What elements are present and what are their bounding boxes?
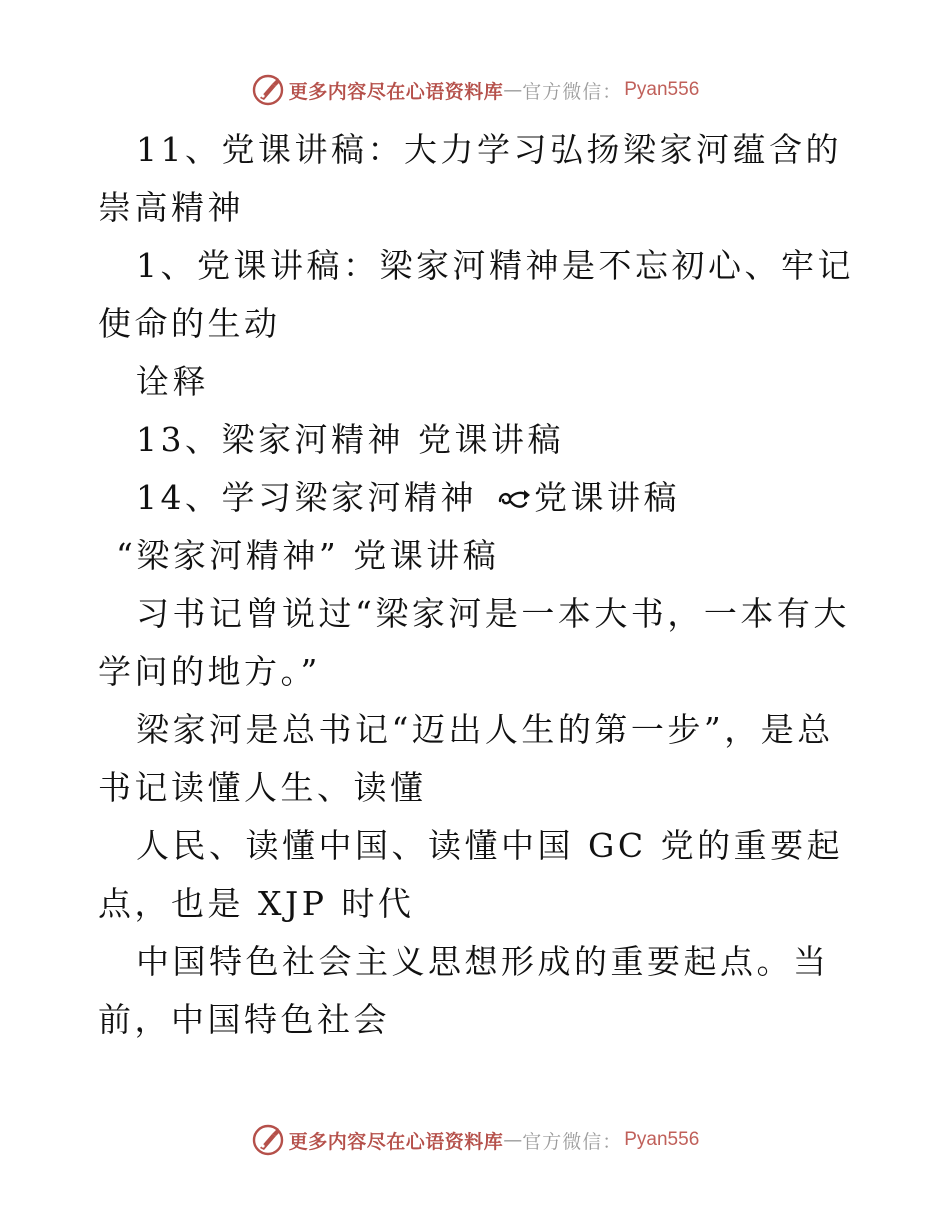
watermark-dash: — <box>503 79 523 101</box>
watermark-site: 更多内容尽在心语资料库 <box>288 80 504 103</box>
pen-nib-logo-icon <box>251 73 285 107</box>
paragraph-text-before-icon: 14、学习梁家河精神 <box>136 478 491 517</box>
watermark-site: 更多内容尽在心语资料库 <box>288 1130 504 1153</box>
header-watermark <box>0 70 950 110</box>
watermark-text <box>289 77 700 104</box>
paragraph: 梁家河是总书记“迈出人生的第一步”，是总书记读懂人生、读懂 <box>98 710 834 807</box>
swirl-ornament-icon <box>497 486 533 512</box>
paragraph: 人民、读懂中国、读懂中国 GC 党的重要起点，也是 XJP 时代 <box>98 826 844 923</box>
footer-watermark <box>0 1120 950 1160</box>
paragraph-with-icon <box>98 469 868 527</box>
paragraph: 诠释 <box>136 362 209 401</box>
pen-nib-logo-icon <box>251 1123 285 1157</box>
watermark-text <box>289 1127 700 1154</box>
watermark-official: 官方微信： <box>522 1130 623 1153</box>
watermark-id: Pyan556 <box>624 79 700 100</box>
paragraph: 中国特色社会主义思想形成的重要起点。当前，中国特色社会 <box>98 942 830 1039</box>
paragraph-text-after-icon: 党课讲稿 <box>533 478 680 517</box>
paragraph: 习书记曾说过“梁家河是一本大书，一本有大学问的地方。” <box>98 594 850 691</box>
watermark-official: 官方微信： <box>522 80 623 103</box>
paragraph: 13、梁家河精神 党课讲稿 <box>136 420 564 459</box>
paragraph: 11、党课讲稿：大力学习弘扬梁家河蕴含的崇高精神 <box>98 130 842 227</box>
watermark-dash: — <box>503 1129 523 1151</box>
paragraph: “梁家河精神” 党课讲稿 <box>116 536 500 575</box>
document-body <box>98 121 868 1049</box>
paragraph: 1、党课讲稿：梁家河精神是不忘初心、牢记使命的生动 <box>98 246 854 343</box>
watermark-id: Pyan556 <box>624 1129 700 1150</box>
